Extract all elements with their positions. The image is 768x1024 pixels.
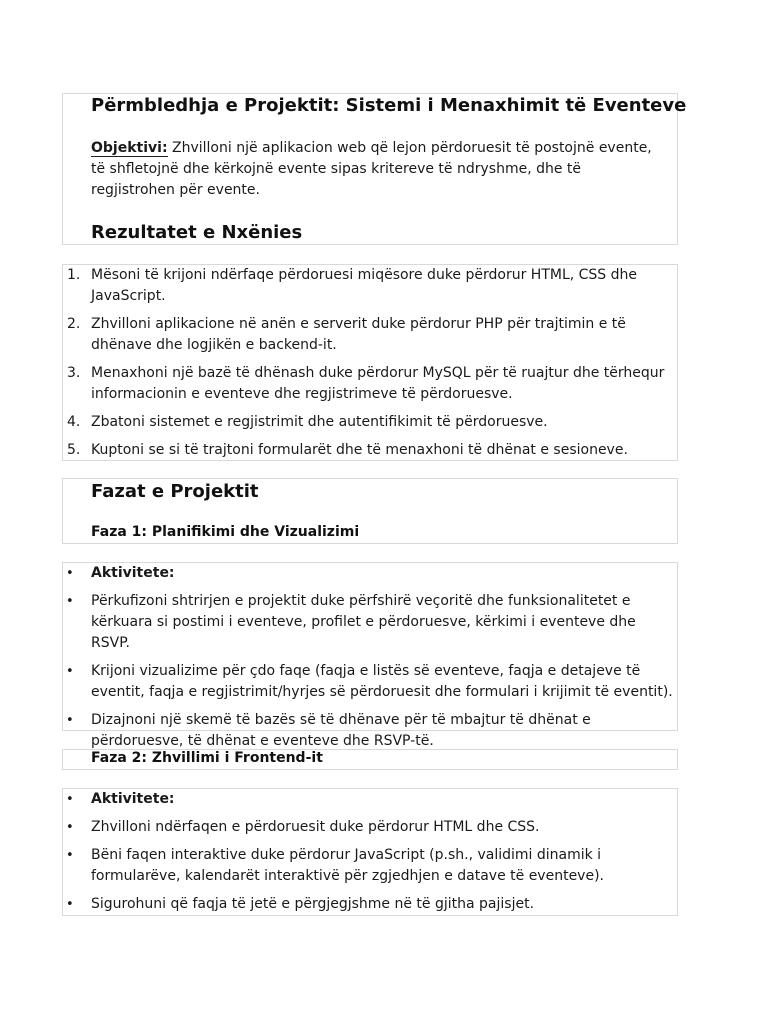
bullet-icon: • [66,792,74,807]
objective-text: Zhvilloni një aplikacion web që lejon përdoruesit të postojnë evente, të shfletojnë dhe kërkojnë evente sipas kritereve të ndryshme, dhe të regjistrohen për evente. [91,140,652,198]
learning-outcomes-heading: Rezultatet e Nxënies [91,222,303,243]
list-item: • Aktivitete: [62,789,674,810]
bullet-icon: • [66,897,74,912]
document-title: Përmbledhja e Projektit: Sistemi i Menaxhimit të Eventeve [91,95,687,116]
list-item: • Sigurohuni që faqja të jetë e përgjegjshme në të gjitha pajisjet. [62,894,674,915]
project-phases-heading: Fazat e Projektit [91,481,259,502]
phase2-heading: Faza 2: Zhvillimi i Frontend-it [91,750,323,766]
bullet-icon: • [66,594,74,609]
list-item: • Aktivitete: [62,563,674,584]
list-item: • Bëni faqen interaktive duke përdorur JavaScript (p.sh., validimi dinamik i formularëve, kalendarët interaktivë për zgjedhjen e datave të eventeve). [66,847,604,884]
learning-outcomes-list [62,264,668,468]
list-item: 1. Mësoni të krijoni ndërfaqe përdoruesi miqësore duke përdorur HTML, CSS dhe JavaScript. [67,267,638,304]
objective-label: Objektivi: [91,140,168,156]
bullet-icon: • [66,848,74,863]
bullet-icon: • [66,566,74,581]
bullet-icon: • [66,664,74,679]
phase2-activities-list [62,789,674,922]
list-item: • Krijoni vizualizime për çdo faqe (faqja e listës së eventeve, faqja e detajeve të eventit, faqja e regjistrimit/hyrjes së përdoruesit dhe formulari i krijimit të eventit). [66,663,673,700]
list-item: 3. Menaxhoni një bazë të dhënash duke përdorur MySQL për të ruajtur dhe tërhequr informacionin e eventeve dhe regjistrimeve të përdoruesve. [67,365,665,402]
list-item: 5. Kuptoni se si të trajtoni formularët dhe të menaxhoni të dhënat e sesioneve. [67,442,628,458]
phase1-activities-list [62,563,674,759]
phase1-heading: Faza 1: Planifikimi dhe Vizualizimi [91,524,360,540]
bullet-icon: • [66,820,74,835]
list-item: 2. Zhvilloni aplikacione në anën e serverit duke përdorur PHP për trajtimin e të dhënave dhe logjikën e backend-it. [67,316,626,353]
list-item: • Përkufizoni shtrirjen e projektit duke përfshirë veçoritë dhe funksionalitetet e kërkuara si postimi i eventeve, profilet e përdoruesve, kërkimi i eventeve dhe RSVP. [66,593,636,651]
bullet-icon: • [66,713,74,728]
list-item: • Dizajnoni një skemë të bazës së të dhënave për të mbajtur të dhënat e përdoruesve, të dhënat e eventeve dhe RSVP-të. [66,712,591,749]
list-item: • Zhvilloni ndërfaqen e përdoruesit duke përdorur HTML dhe CSS. [62,817,674,838]
objective-paragraph [91,138,661,201]
list-item: 4. Zbatoni sistemet e regjistrimit dhe autentifikimit të përdoruesve. [67,414,548,430]
